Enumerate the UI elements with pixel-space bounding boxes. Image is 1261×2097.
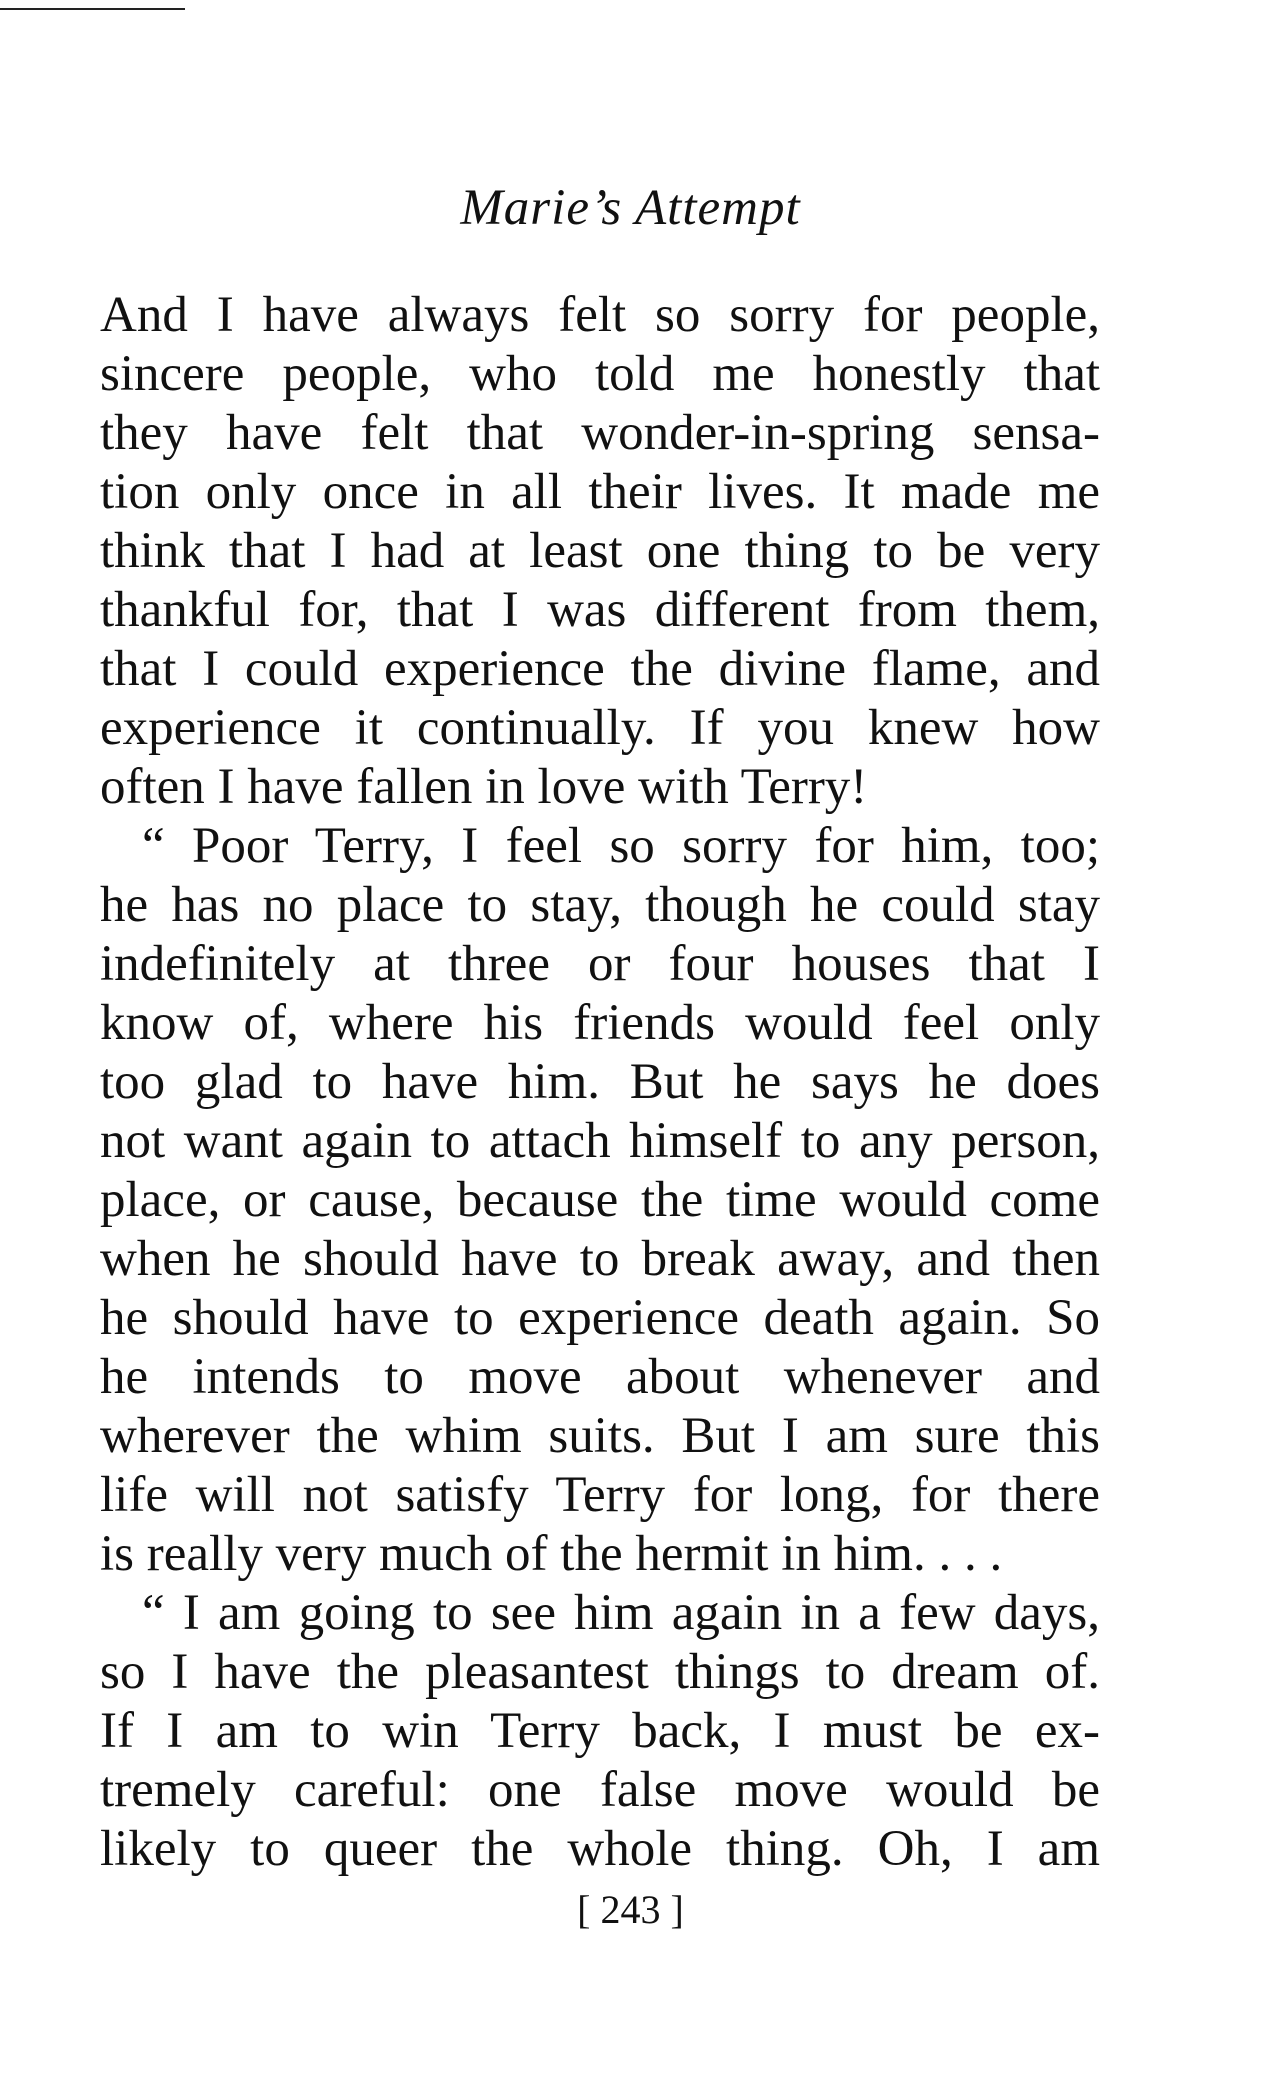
text-line: he has no place to stay, though he could stay (100, 877, 1100, 933)
body-text (100, 286, 1100, 1879)
text-line: is really very much of the hermit in him. . . . (100, 1526, 1003, 1582)
text-line: he intends to move about whenever and (100, 1349, 1100, 1405)
text-line: often I have fallen in love with Terry! (100, 759, 868, 815)
text-line: “ I am going to see him again in a few days, (142, 1585, 1100, 1641)
text-line: know of, where his friends would feel only (100, 995, 1100, 1051)
text-line: tremely careful: one false move would be (100, 1762, 1100, 1818)
scan-edge-rule (0, 8, 185, 10)
running-head: Marie’s Attempt (460, 180, 801, 236)
text-line: place, or cause, because the time would come (100, 1172, 1100, 1228)
text-line: that I could experience the divine flame, and (100, 641, 1100, 697)
text-line: indefinitely at three or four houses that I (100, 936, 1100, 992)
text-line: when he should have to break away, and then (100, 1231, 1100, 1287)
text-line: life will not satisfy Terry for long, for there (100, 1467, 1100, 1523)
text-line: he should have to experience death again. So (100, 1290, 1100, 1346)
text-line: think that I had at least one thing to be very (100, 523, 1100, 579)
text-line: wherever the whim suits. But I am sure this (100, 1408, 1100, 1464)
text-line: so I have the pleasantest things to dream of. (100, 1644, 1100, 1700)
text-line: not want again to attach himself to any person, (100, 1113, 1100, 1169)
text-line: likely to queer the whole thing. Oh, I am (100, 1821, 1100, 1877)
text-line: experience it continually. If you knew how (100, 700, 1100, 756)
text-line: too glad to have him. But he says he does (100, 1054, 1100, 1110)
text-line: And I have always felt so sorry for people, (100, 287, 1100, 343)
page-number: [ 243 ] (577, 1887, 684, 1932)
text-line: they have felt that wonder-in-spring sensa- (100, 405, 1100, 461)
text-line: thankful for, that I was different from them, (100, 582, 1100, 638)
text-line: “ Poor Terry, I feel so sorry for him, too; (142, 818, 1100, 874)
text-line: sincere people, who told me honestly that (100, 346, 1100, 402)
text-line: tion only once in all their lives. It made me (100, 464, 1100, 520)
text-line: If I am to win Terry back, I must be ex- (100, 1703, 1100, 1759)
